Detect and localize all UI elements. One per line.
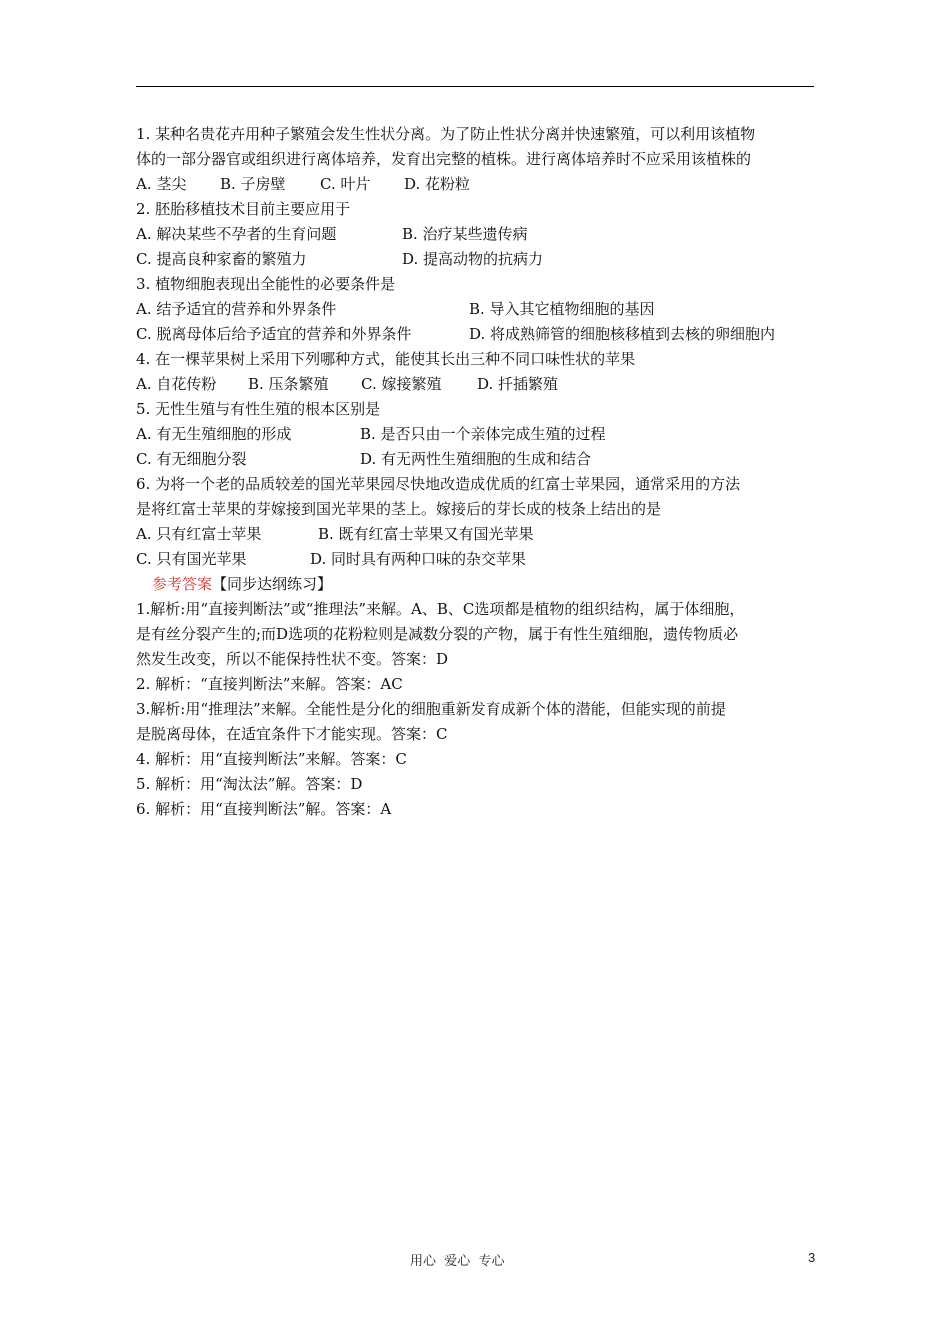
options-row <box>136 222 818 247</box>
option-a: A. 自花传粉 <box>136 375 217 393</box>
answer-line: 6. 解析：用“直接判断法”解。答案：A <box>136 800 392 818</box>
question-stem: 是将红富士苹果的芽嫁接到国光苹果的茎上。嫁接后的芽长成的枝条上结出的是 <box>136 500 662 518</box>
answer-2 <box>136 672 818 697</box>
page-number: 3 <box>808 1250 816 1265</box>
question-4 <box>136 347 818 397</box>
question-3 <box>136 272 818 347</box>
option-a: A. 有无生殖细胞的形成 <box>136 425 292 443</box>
question-stem: 5. 无性生殖与有性生殖的根本区别是 <box>136 400 381 418</box>
option-a: A. 只有红富士苹果 <box>136 525 262 543</box>
option-b: B. 子房壁 <box>220 175 286 193</box>
question-stem: 体的一部分器官或组织进行离体培养，发育出完整的植株。进行离体培养时不应采用该植株的 <box>136 150 752 168</box>
answer-1 <box>136 597 818 672</box>
question-stem: 2. 胚胎移植技术目前主要应用于 <box>136 200 351 218</box>
option-a: A. 结予适宜的营养和外界条件 <box>136 300 337 318</box>
option-d: D. 有无两性生殖细胞的生成和结合 <box>360 450 592 468</box>
option-a: A. 茎尖 <box>136 175 187 193</box>
answers-heading-section: 【同步达纲练习】 <box>212 575 333 593</box>
option-a: A. 解决某些不孕者的生育问题 <box>136 225 337 243</box>
option-d: D. 花粉粒 <box>404 175 471 193</box>
question-6 <box>136 472 818 572</box>
option-b: B. 治疗某些遗传病 <box>402 225 528 243</box>
option-c: C. 脱离母体后给予适宜的营养和外界条件 <box>136 325 412 343</box>
option-d: D. 提高动物的抗病力 <box>402 250 544 268</box>
option-b: B. 是否只由一个亲体完成生殖的过程 <box>360 425 606 443</box>
question-5 <box>136 397 818 472</box>
options-row <box>136 322 818 347</box>
option-d: D. 将成熟筛管的细胞核移植到去核的卵细胞内 <box>469 325 776 343</box>
answer-4 <box>136 747 818 772</box>
option-c: C. 嫁接繁殖 <box>361 375 442 393</box>
question-stem: 1. 某种名贵花卉用种子繁殖会发生性状分离。为了防止性状分离并快速繁殖，可以利用该植物 <box>136 125 756 143</box>
options-row <box>136 297 818 322</box>
options-row <box>136 172 818 197</box>
answers-heading-red: 参考答案 <box>152 575 213 593</box>
options-row <box>136 447 818 472</box>
answer-line: 是脱离母体，在适宜条件下才能实现。答案：C <box>136 725 448 743</box>
footer-slogan: 用心 爱心 专心 <box>410 1254 505 1269</box>
option-b: B. 导入其它植物细胞的基因 <box>469 300 655 318</box>
option-c: C. 叶片 <box>320 175 371 193</box>
answer-line: 2. 解析：“直接判断法”来解。答案：AC <box>136 675 403 693</box>
option-d: D. 扦插繁殖 <box>477 375 559 393</box>
options-row <box>136 422 818 447</box>
option-c: C. 只有国光苹果 <box>136 550 247 568</box>
option-c: C. 有无细胞分裂 <box>136 450 247 468</box>
question-stem: 3. 植物细胞表现出全能性的必要条件是 <box>136 275 396 293</box>
answer-5 <box>136 772 818 797</box>
page-footer <box>0 1250 950 1270</box>
options-row <box>136 247 818 272</box>
answer-line: 5. 解析：用“淘汰法”解。答案：D <box>136 775 363 793</box>
header-rule <box>136 86 814 87</box>
answer-line: 3.解析:用“推理法”来解。全能性是分化的细胞重新发育成新个体的潜能，但能实现的前提 <box>136 700 726 718</box>
option-d: D. 同时具有两种口味的杂交苹果 <box>310 550 527 568</box>
answer-6 <box>136 797 818 822</box>
options-row <box>136 547 818 572</box>
answer-line: 1.解析:用“直接判断法”或“推理法”来解。A、B、C选项都是植物的组织结构，属于体细胞， <box>136 600 745 618</box>
option-b: B. 压条繁殖 <box>248 375 329 393</box>
answer-line: 然发生改变，所以不能保持性状不变。答案：D <box>136 650 449 668</box>
answer-line: 4. 解析：用“直接判断法”来解。答案：C <box>136 750 407 768</box>
answer-3 <box>136 697 818 747</box>
option-b: B. 既有红富士苹果又有国光苹果 <box>318 525 534 543</box>
options-row <box>136 372 818 397</box>
option-c: C. 提高良种家畜的繁殖力 <box>136 250 307 268</box>
question-stem: 6. 为将一个老的品质较差的国光苹果园尽快地改造成优质的红富士苹果园，通常采用的方法 <box>136 475 741 493</box>
answer-line: 是有丝分裂产生的;而D选项的花粉粒则是减数分裂的产物，属于有性生殖细胞，遗传物质必 <box>136 625 739 643</box>
question-2 <box>136 197 818 272</box>
document-body <box>136 122 818 822</box>
options-row <box>136 522 818 547</box>
answers-heading <box>136 572 818 597</box>
question-stem: 4. 在一棵苹果树上采用下列哪种方式，能使其长出三种不同口味性状的苹果 <box>136 350 636 368</box>
question-1 <box>136 122 818 197</box>
